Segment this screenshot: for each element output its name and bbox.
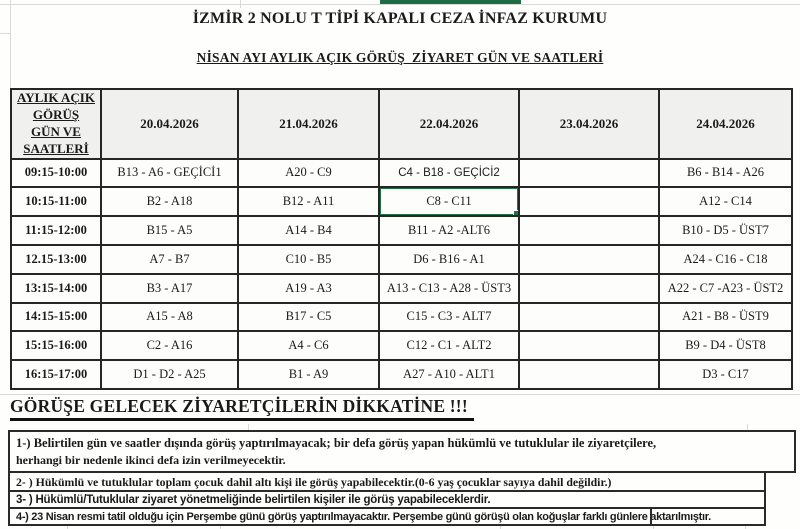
notice-item-line: 1-) Belirtilen gün ve saatler dışında görüş yaptırılmayacak; bir defa görüş yapan hükümlü ve tutuklular ile ziyaretçilere, — [16, 436, 657, 450]
schedule-cell[interactable]: C10 - B5 — [238, 245, 379, 274]
schedule-row — [11, 303, 792, 332]
schedule-row — [11, 159, 792, 188]
time-slot-cell[interactable]: 15:15-16:00 — [11, 331, 101, 360]
notice-item-line: 3- ) Hükümlü/Tutuklular ziyaret yönetmeliğinde belirtilen kişiler ile görüş yapabileceklerdir. — [16, 494, 491, 507]
corner-header-line1: AYLIK AÇIK GÖRÜŞ — [17, 90, 95, 122]
schedule-row — [11, 274, 792, 303]
schedule-cell[interactable]: A27 - A10 - ALT1 — [379, 360, 519, 389]
selection-indicator-bar — [380, 0, 521, 4]
schedule-cell[interactable]: B1 - A9 — [238, 360, 379, 389]
notice-item-line: 4-) 23 Nisan resmi tatil olduğu için Perşembe günü görüş yaptırılmayacaktır. Perşembe günü görüşü olan koğuşlar farklı günlere aktarılmıştır. — [16, 511, 711, 524]
time-slot-cell[interactable]: 12.15-13:00 — [11, 245, 101, 274]
notice-item — [8, 430, 796, 473]
notice-item-line: 2- ) Hükümlü ve tutuklular toplam çocuk dahil altı kişi ile görüş yapabilecektir.(0-6 yaş çocuklar sayıya dahil değildir.) — [16, 475, 612, 490]
notice-list — [8, 432, 798, 526]
schedule-cell[interactable]: A12 - C14 — [659, 187, 792, 216]
gridline — [0, 33, 10, 34]
cell-selection-border — [379, 187, 519, 216]
schedule-cell[interactable]: A4 - C6 — [238, 331, 379, 360]
schedule-cell[interactable]: C12 - C1 - ALT2 — [379, 331, 519, 360]
time-slot-cell[interactable]: 14:15-15:00 — [11, 303, 101, 332]
date-column-header: 23.04.2026 — [519, 89, 659, 159]
visit-schedule-table — [10, 88, 793, 390]
schedule-row — [11, 331, 792, 360]
gridline — [0, 4, 800, 5]
date-column-header: 22.04.2026 — [379, 89, 519, 159]
schedule-cell[interactable]: B11 - A2 -ALT6 — [379, 216, 519, 245]
page-subtitle: NİSAN AYI AYLIK AÇIK GÖRÜŞ ZİYARET GÜN VE SAATLERİ — [196, 50, 604, 65]
notice-item — [8, 507, 766, 526]
time-slot-cell[interactable]: 11:15-12:00 — [11, 216, 101, 245]
schedule-cell[interactable] — [519, 187, 659, 216]
schedule-cell[interactable]: A15 - A8 — [101, 303, 238, 332]
date-column-header: 24.04.2026 — [659, 89, 792, 159]
schedule-cell[interactable]: D6 - B16 - A1 — [379, 245, 519, 274]
schedule-row — [11, 187, 792, 216]
schedule-cell[interactable] — [519, 303, 659, 332]
schedule-cell[interactable] — [519, 331, 659, 360]
schedule-cell[interactable]: A24 - C16 - C18 — [659, 245, 792, 274]
time-slot-cell[interactable]: 13:15-14:00 — [11, 274, 101, 303]
schedule-cell[interactable] — [519, 274, 659, 303]
time-slot-cell[interactable]: 10:15-11:00 — [11, 187, 101, 216]
schedule-row — [11, 245, 792, 274]
schedule-cell[interactable]: A21 - B8 - ÜST9 — [659, 303, 792, 332]
notice-heading: GÖRÜŞE GELECEK ZİYARETÇİLERİN DİKKATİNE !!! — [10, 396, 474, 421]
date-column-header: 21.04.2026 — [238, 89, 379, 159]
schedule-cell[interactable]: C4 - B18 - GEÇİCİ2 — [379, 159, 519, 188]
schedule-cell[interactable]: C15 - C3 - ALT7 — [379, 303, 519, 332]
time-slot-cell[interactable]: 16:15-17:00 — [11, 360, 101, 389]
corner-header — [11, 89, 101, 159]
schedule-cell[interactable] — [519, 360, 659, 389]
schedule-cell[interactable]: B15 - A5 — [101, 216, 238, 245]
schedule-cell[interactable] — [519, 216, 659, 245]
gridline — [240, 0, 241, 8]
schedule-row — [11, 360, 792, 389]
schedule-cell[interactable]: B9 - D4 - ÜST8 — [659, 331, 792, 360]
schedule-cell[interactable] — [519, 159, 659, 188]
schedule-cell[interactable]: A19 - A3 — [238, 274, 379, 303]
schedule-cell[interactable]: B6 - B14 - A26 — [659, 159, 792, 188]
gridline — [0, 394, 800, 395]
schedule-cell[interactable]: B12 - A11 — [238, 187, 379, 216]
notice-item-line: herhangi bir nedenle ikinci defa izin verilmeyecektir. — [16, 452, 286, 467]
corner-header-line2: GÜN VE SAATLERİ — [23, 123, 89, 156]
schedule-cell[interactable]: B17 - C5 — [238, 303, 379, 332]
schedule-cell[interactable]: C2 - A16 — [101, 331, 238, 360]
page-title: İZMİR 2 NOLU T TİPİ KAPALI CEZA İNFAZ KURUMU — [192, 10, 608, 27]
schedule-cell[interactable]: B13 - A6 - GEÇİCİ1 — [101, 159, 238, 188]
date-column-header: 20.04.2026 — [101, 89, 238, 159]
schedule-cell[interactable]: A14 - B4 — [238, 216, 379, 245]
schedule-cell[interactable]: A20 - C9 — [238, 159, 379, 188]
time-slot-cell[interactable]: 09:15-10:00 — [11, 159, 101, 188]
selected-cell[interactable]: C8 - C11 — [379, 187, 519, 216]
schedule-cell[interactable]: A7 - B7 — [101, 245, 238, 274]
schedule-cell[interactable]: A13 - C13 - A28 - ÜST3 — [379, 274, 519, 303]
schedule-row — [11, 216, 792, 245]
schedule-cell[interactable]: D1 - D2 - A25 — [101, 360, 238, 389]
schedule-cell[interactable]: D3 - C17 — [659, 360, 792, 389]
schedule-cell[interactable]: A22 - C7 -A23 - ÜST2 — [659, 274, 792, 303]
schedule-cell[interactable]: B2 - A18 — [101, 187, 238, 216]
schedule-cell[interactable] — [519, 245, 659, 274]
notice-item — [8, 471, 766, 492]
table-header-row — [11, 89, 792, 159]
schedule-cell[interactable]: B10 - D5 - ÜST7 — [659, 216, 792, 245]
selection-fill-handle[interactable] — [513, 210, 519, 216]
schedule-cell[interactable]: B3 - A17 — [101, 274, 238, 303]
